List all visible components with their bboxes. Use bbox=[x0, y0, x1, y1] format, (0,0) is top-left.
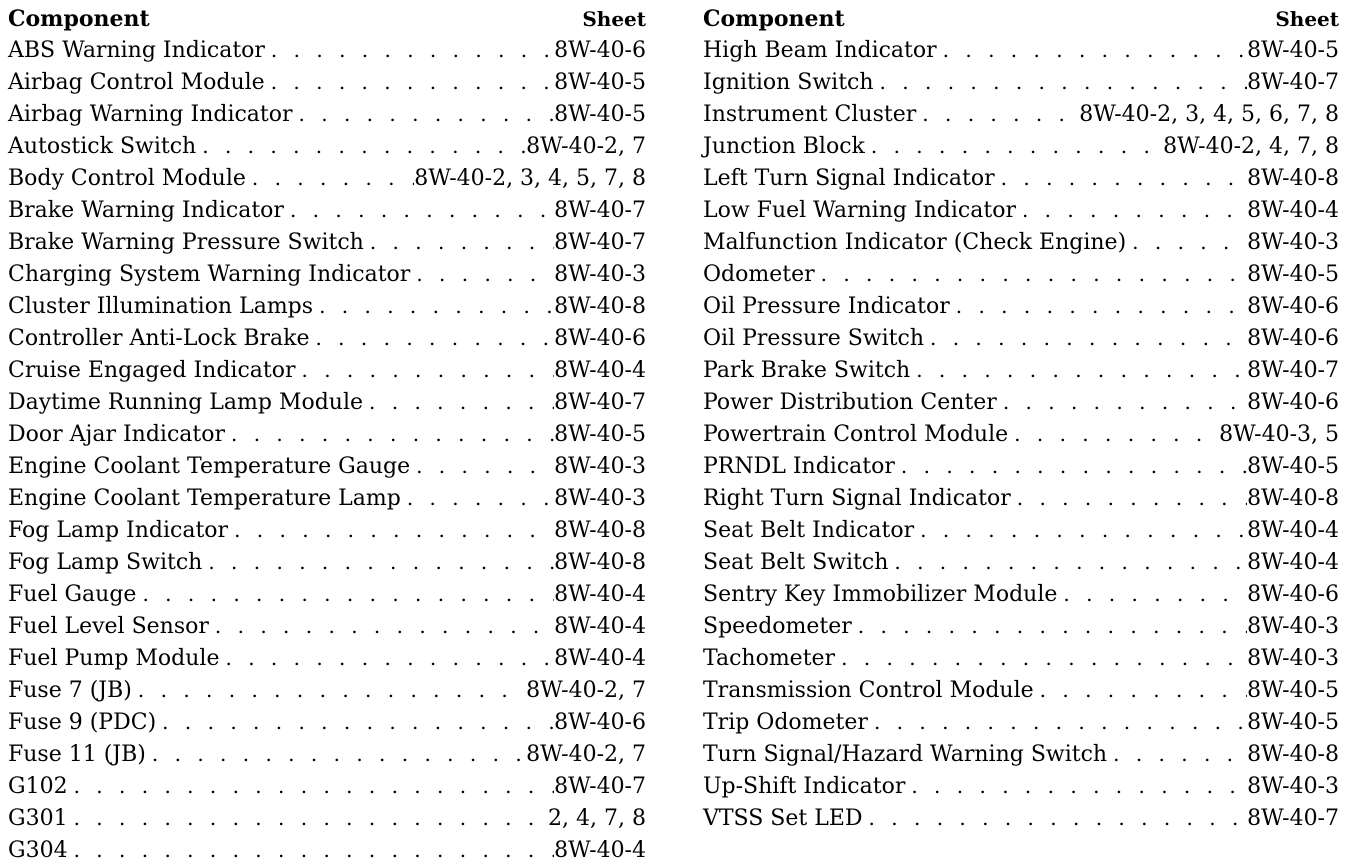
sheet-reference: 8W-40-5 bbox=[554, 422, 646, 447]
sheet-reference: 8W-40-4 bbox=[554, 614, 646, 639]
dot-leader bbox=[68, 802, 548, 834]
component-name: G102 bbox=[8, 774, 68, 799]
table-row bbox=[703, 674, 1339, 706]
sheet-reference: 8W-40-7 bbox=[554, 774, 646, 799]
dot-leader bbox=[888, 546, 1247, 578]
table-row bbox=[703, 418, 1339, 450]
dot-leader bbox=[852, 610, 1247, 642]
dot-leader bbox=[209, 610, 554, 642]
sheet-reference: 8W-40-2, 7 bbox=[526, 678, 646, 703]
column-header bbox=[8, 4, 646, 34]
sheet-reference: 8W-40-4 bbox=[554, 358, 646, 383]
sheet-reference: 8W-40-8 bbox=[554, 294, 646, 319]
table-row bbox=[8, 514, 646, 546]
component-name: Fuse 9 (PDC) bbox=[8, 710, 157, 735]
table-row bbox=[703, 34, 1339, 66]
sheet-reference: 8W-40-3, 5 bbox=[1219, 422, 1339, 447]
sheet-reference: 8W-40-2, 4, 7, 8 bbox=[1163, 134, 1339, 159]
component-name: Seat Belt Switch bbox=[703, 550, 889, 575]
sheet-reference: 8W-40-4 bbox=[554, 646, 646, 671]
table-row bbox=[703, 610, 1339, 642]
component-name: Oil Pressure Switch bbox=[703, 326, 924, 351]
sheet-reference: 8W-40-6 bbox=[1247, 582, 1339, 607]
component-name: Right Turn Signal Indicator bbox=[703, 486, 1011, 511]
table-row bbox=[8, 578, 646, 610]
sheet-reference: 8W-40-2, 7 bbox=[526, 742, 646, 767]
sheet-reference: 8W-40-3 bbox=[554, 486, 646, 511]
component-name: Airbag Control Module bbox=[8, 70, 265, 95]
dot-leader bbox=[950, 290, 1247, 322]
sheet-reference: 8W-40-3 bbox=[554, 454, 646, 479]
component-name: Speedometer bbox=[703, 614, 852, 639]
sheet-reference: 8W-40-4 bbox=[1247, 550, 1339, 575]
table-row bbox=[8, 98, 646, 130]
component-index-right-column bbox=[703, 4, 1339, 834]
component-name: Left Turn Signal Indicator bbox=[703, 166, 995, 191]
component-name: Park Brake Switch bbox=[703, 358, 911, 383]
table-row bbox=[703, 130, 1339, 162]
sheet-reference: 8W-40-2, 7 bbox=[526, 134, 646, 159]
table-row bbox=[703, 290, 1339, 322]
component-name: Cruise Engaged Indicator bbox=[8, 358, 296, 383]
dot-leader bbox=[364, 226, 554, 258]
table-row bbox=[8, 322, 646, 354]
table-row bbox=[8, 450, 646, 482]
sheet-reference: 8W-40-7 bbox=[554, 230, 646, 255]
dot-leader bbox=[868, 706, 1247, 738]
dot-leader bbox=[295, 354, 554, 386]
table-row bbox=[8, 738, 646, 770]
table-row bbox=[8, 834, 646, 866]
dot-leader bbox=[995, 162, 1247, 194]
dot-leader bbox=[225, 418, 554, 450]
sheet-reference: 8W-40-5 bbox=[554, 70, 646, 95]
sheet-reference: 8W-40-5 bbox=[1247, 454, 1339, 479]
dot-leader bbox=[309, 322, 554, 354]
component-name: Instrument Cluster bbox=[703, 102, 917, 127]
dot-leader bbox=[68, 770, 555, 802]
sheet-reference: 8W-40-4 bbox=[1247, 198, 1339, 223]
component-name: Fuse 11 (JB) bbox=[8, 742, 146, 767]
dot-leader bbox=[914, 514, 1247, 546]
dot-leader bbox=[136, 578, 554, 610]
sheet-reference: 8W-40-3 bbox=[1247, 230, 1339, 255]
component-name: G304 bbox=[8, 838, 68, 863]
table-row bbox=[703, 66, 1339, 98]
sheet-reference: 8W-40-6 bbox=[554, 326, 646, 351]
table-row bbox=[8, 482, 646, 514]
component-name: VTSS Set LED bbox=[703, 806, 863, 831]
table-row bbox=[703, 322, 1339, 354]
table-row bbox=[8, 546, 646, 578]
dot-leader bbox=[410, 450, 554, 482]
table-row bbox=[8, 706, 646, 738]
component-name: High Beam Indicator bbox=[703, 38, 937, 63]
table-row bbox=[8, 34, 646, 66]
sheet-reference: 8W-40-8 bbox=[1247, 486, 1339, 511]
sheet-reference: 8W-40-8 bbox=[554, 518, 646, 543]
table-row bbox=[703, 162, 1339, 194]
component-name: Trip Odometer bbox=[703, 710, 868, 735]
sheet-reference: 8W-40-3 bbox=[554, 262, 646, 287]
table-row bbox=[8, 354, 646, 386]
dot-leader bbox=[265, 66, 554, 98]
component-name: Charging System Warning Indicator bbox=[8, 262, 411, 287]
sheet-reference: 8W-40-6 bbox=[1247, 390, 1339, 415]
component-name: Airbag Warning Indicator bbox=[8, 102, 293, 127]
table-row bbox=[703, 226, 1339, 258]
dot-leader bbox=[68, 834, 555, 866]
dot-leader bbox=[910, 354, 1247, 386]
component-name: Autostick Switch bbox=[8, 134, 197, 159]
component-name: G301 bbox=[8, 806, 68, 831]
table-row bbox=[703, 770, 1339, 802]
table-row bbox=[8, 418, 646, 450]
component-name: Sentry Key Immobilizer Module bbox=[703, 582, 1058, 607]
dot-leader bbox=[156, 706, 554, 738]
dot-leader bbox=[146, 738, 526, 770]
sheet-reference: 8W-40-5 bbox=[1247, 38, 1339, 63]
component-name: Engine Coolant Temperature Gauge bbox=[8, 454, 411, 479]
sheet-reference: 8W-40-8 bbox=[1247, 166, 1339, 191]
table-row bbox=[8, 290, 646, 322]
dot-leader bbox=[1008, 418, 1219, 450]
component-name: Transmission Control Module bbox=[703, 678, 1034, 703]
table-row bbox=[703, 450, 1339, 482]
sheet-reference: 8W-40-5 bbox=[554, 102, 646, 127]
component-name: Ignition Switch bbox=[703, 70, 874, 95]
component-name: Tachometer bbox=[703, 646, 836, 671]
component-name: Fuel Pump Module bbox=[8, 646, 220, 671]
column-header bbox=[703, 4, 1339, 34]
sheet-reference: 2, 4, 7, 8 bbox=[548, 806, 646, 831]
dot-leader bbox=[1016, 194, 1247, 226]
dot-leader bbox=[895, 450, 1247, 482]
sheet-reference: 8W-40-7 bbox=[1247, 358, 1339, 383]
sheet-reference: 8W-40-3 bbox=[1247, 646, 1339, 671]
sheet-reference: 8W-40-4 bbox=[554, 582, 646, 607]
sheet-reference: 8W-40-5 bbox=[1247, 262, 1339, 287]
component-name: Brake Warning Pressure Switch bbox=[8, 230, 364, 255]
dot-leader bbox=[363, 386, 554, 418]
component-name: Brake Warning Indicator bbox=[8, 198, 284, 223]
dot-leader bbox=[1034, 674, 1247, 706]
dot-leader bbox=[937, 34, 1247, 66]
sheet-reference: 8W-40-6 bbox=[1247, 326, 1339, 351]
dot-leader bbox=[284, 194, 554, 226]
component-name: ABS Warning Indicator bbox=[8, 38, 265, 63]
sheet-heading: Sheet bbox=[1275, 7, 1339, 31]
component-name: Fog Lamp Switch bbox=[8, 550, 203, 575]
dot-leader bbox=[865, 130, 1163, 162]
component-name: Body Control Module bbox=[8, 166, 246, 191]
component-name: Seat Belt Indicator bbox=[703, 518, 915, 543]
component-list bbox=[8, 34, 646, 866]
table-row bbox=[703, 386, 1339, 418]
sheet-reference: 8W-40-5 bbox=[1247, 710, 1339, 735]
dot-leader bbox=[1126, 226, 1247, 258]
component-heading: Component bbox=[703, 6, 845, 32]
table-row bbox=[703, 578, 1339, 610]
sheet-reference: 8W-40-7 bbox=[1247, 70, 1339, 95]
dot-leader bbox=[410, 258, 554, 290]
component-index-left-column bbox=[8, 4, 646, 866]
table-row bbox=[703, 258, 1339, 290]
dot-leader bbox=[293, 98, 555, 130]
dot-leader bbox=[924, 322, 1247, 354]
component-name: Cluster Illumination Lamps bbox=[8, 294, 314, 319]
component-name: Fuel Level Sensor bbox=[8, 614, 209, 639]
dot-leader bbox=[835, 642, 1247, 674]
component-name: Fuse 7 (JB) bbox=[8, 678, 132, 703]
dot-leader bbox=[401, 482, 554, 514]
table-row bbox=[8, 258, 646, 290]
dot-leader bbox=[1011, 482, 1247, 514]
sheet-reference: 8W-40-3 bbox=[1247, 614, 1339, 639]
table-row bbox=[703, 514, 1339, 546]
table-row bbox=[703, 706, 1339, 738]
component-name: PRNDL Indicator bbox=[703, 454, 895, 479]
sheet-reference: 8W-40-6 bbox=[1247, 294, 1339, 319]
component-name: Malfunction Indicator (Check Engine) bbox=[703, 230, 1127, 255]
component-name: Low Fuel Warning Indicator bbox=[703, 198, 1016, 223]
dot-leader bbox=[202, 546, 554, 578]
component-name: Odometer bbox=[703, 262, 815, 287]
table-row bbox=[703, 642, 1339, 674]
sheet-reference: 8W-40-6 bbox=[554, 38, 646, 63]
dot-leader bbox=[219, 642, 554, 674]
dot-leader bbox=[916, 98, 1079, 130]
table-row bbox=[8, 674, 646, 706]
table-row bbox=[703, 194, 1339, 226]
sheet-reference: 8W-40-6 bbox=[554, 710, 646, 735]
dot-leader bbox=[1107, 738, 1247, 770]
component-name: Power Distribution Center bbox=[703, 390, 997, 415]
table-row bbox=[8, 226, 646, 258]
table-row bbox=[703, 546, 1339, 578]
table-row bbox=[8, 770, 646, 802]
component-name: Fuel Gauge bbox=[8, 582, 137, 607]
component-name: Fog Lamp Indicator bbox=[8, 518, 229, 543]
dot-leader bbox=[874, 66, 1248, 98]
table-row bbox=[703, 98, 1339, 130]
table-row bbox=[8, 194, 646, 226]
table-row bbox=[8, 162, 646, 194]
table-row bbox=[8, 802, 646, 834]
component-name: Oil Pressure Indicator bbox=[703, 294, 950, 319]
sheet-reference: 8W-40-8 bbox=[1247, 742, 1339, 767]
dot-leader bbox=[905, 770, 1247, 802]
component-name: Daytime Running Lamp Module bbox=[8, 390, 364, 415]
sheet-heading: Sheet bbox=[582, 7, 646, 31]
dot-leader bbox=[132, 674, 526, 706]
sheet-reference: 8W-40-2, 3, 4, 5, 6, 7, 8 bbox=[1079, 102, 1339, 127]
dot-leader bbox=[815, 258, 1248, 290]
component-name: Turn Signal/Hazard Warning Switch bbox=[703, 742, 1108, 767]
table-row bbox=[8, 386, 646, 418]
dot-leader bbox=[1057, 578, 1247, 610]
table-row bbox=[703, 354, 1339, 386]
component-heading: Component bbox=[8, 6, 150, 32]
component-name: Junction Block bbox=[703, 134, 865, 159]
component-name: Engine Coolant Temperature Lamp bbox=[8, 486, 401, 511]
sheet-reference: 8W-40-7 bbox=[554, 198, 646, 223]
sheet-reference: 8W-40-2, 3, 4, 5, 7, 8 bbox=[414, 166, 646, 191]
table-row bbox=[8, 66, 646, 98]
component-name: Powertrain Control Module bbox=[703, 422, 1009, 447]
dot-leader bbox=[997, 386, 1247, 418]
table-row bbox=[8, 130, 646, 162]
sheet-reference: 8W-40-3 bbox=[1247, 774, 1339, 799]
table-row bbox=[8, 610, 646, 642]
sheet-reference: 8W-40-4 bbox=[554, 838, 646, 863]
component-list bbox=[703, 34, 1339, 834]
sheet-reference: 8W-40-7 bbox=[554, 390, 646, 415]
sheet-reference: 8W-40-8 bbox=[554, 550, 646, 575]
sheet-reference: 8W-40-5 bbox=[1247, 678, 1339, 703]
dot-leader bbox=[863, 802, 1248, 834]
table-row bbox=[8, 642, 646, 674]
dot-leader bbox=[196, 130, 526, 162]
dot-leader bbox=[228, 514, 554, 546]
dot-leader bbox=[246, 162, 414, 194]
dot-leader bbox=[265, 34, 554, 66]
sheet-reference: 8W-40-7 bbox=[1247, 806, 1339, 831]
component-name: Controller Anti-Lock Brake bbox=[8, 326, 310, 351]
table-row bbox=[703, 482, 1339, 514]
component-name: Door Ajar Indicator bbox=[8, 422, 225, 447]
sheet-reference: 8W-40-4 bbox=[1247, 518, 1339, 543]
component-name: Up-Shift Indicator bbox=[703, 774, 906, 799]
table-row bbox=[703, 738, 1339, 770]
dot-leader bbox=[313, 290, 554, 322]
table-row bbox=[703, 802, 1339, 834]
